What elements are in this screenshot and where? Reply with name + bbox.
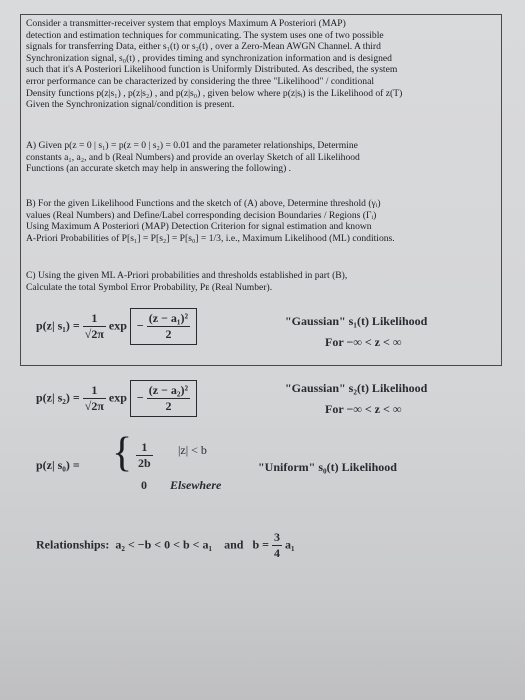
intro-line: signals for transferring Data, either s₁(t) or s₂(t) , over a Zero-Mean AWGN Channel. A third (26, 41, 381, 53)
intro-line: such that it's A Posteriori Likelihood function is Uniformly Distributed. As described, the system (26, 64, 398, 76)
eq3-case1-frac (136, 440, 153, 471)
relationships-b-eq: b = (252, 537, 269, 552)
eq3-lhs: p(z| s₀) = (36, 458, 80, 472)
eq1-exp: exp (108, 318, 127, 333)
eq2-coef-num: 1 (83, 383, 106, 399)
relationships-inequality: a₂ < −b < 0 < b < a₁ (115, 537, 213, 552)
intro-line: Synchronization signal, s₀(t) , provides timing and synchronization information and is designed (26, 52, 392, 64)
part-c-line: Calculate the total Symbol Error Probability, Pᴇ (Real Number). (26, 281, 273, 293)
eq3-case1-value (136, 440, 153, 471)
eq2-exponent-bracket: − $\frac{\text{(z − a₂)²}}{2}$ (130, 380, 197, 417)
intro-paragraph (26, 18, 496, 111)
eq2-exp-den: 2 (165, 399, 172, 413)
eq1-coef-num: 1 (83, 311, 106, 327)
eq2-lhs: p(z| s₂) = (36, 390, 80, 405)
intro-line: detection and estimation techniques for communicating. The system uses one of two possible (26, 29, 384, 41)
part-b-line: Using Maximum A Posteriori (MAP) Detection Criterion for signal estimation and known (26, 221, 372, 233)
relationships-and: and (224, 537, 244, 552)
relationships-fraction (272, 530, 282, 561)
part-a-paragraph (26, 140, 496, 175)
eq3-case2-value: 0 (141, 478, 147, 492)
relationships-tail: a₁ (284, 537, 295, 552)
intro-line: Density functions p(z|s₁) , p(z|s₂) , and p(z|s₀) , given below where p(z|sᵢ) is the Likelihood of z(T) (26, 87, 403, 99)
eq1-exp-den: 2 (165, 327, 172, 341)
eq1-lhs: p(z| s₁) = (36, 318, 80, 333)
eq3-case2-cond: Elsewhere (170, 478, 222, 492)
eq1-label: "Gaussian" s₁(t) Likelihood (285, 314, 428, 328)
eq2-label: "Gaussian" s₂(t) Likelihood (285, 381, 428, 395)
eq2-range: For −∞ < z < ∞ (325, 402, 402, 416)
part-b-paragraph (26, 198, 496, 244)
part-a-line: constants a₁, a₂, and b (Real Numbers) and provide an overlay Sketch of all Likelihood (26, 151, 360, 163)
relationships-label: Relationships: (36, 537, 110, 552)
eq3-case1-cond: |z| < b (178, 443, 207, 457)
eq1-range: For −∞ < z < ∞ (325, 335, 402, 349)
relationships-line (36, 530, 295, 561)
eq1-exponent (147, 311, 190, 342)
eq3-brace: { (112, 430, 133, 476)
part-c-paragraph (26, 270, 496, 293)
part-c-line: C) Using the given ML A-Priori probabilities and thresholds established in part (B), (26, 270, 348, 281)
part-b-line: B) For the given Likelihood Functions and the sketch of (A) above, Determine threshold (γᵢ) (26, 198, 381, 209)
equation-gaussian-s2 (36, 380, 197, 417)
eq2-exp-num: (z − a₂)² (148, 383, 189, 397)
intro-line: Given the Synchronization signal/condition is present. (26, 99, 235, 111)
eq1-coef-den: √2π (84, 327, 104, 341)
relationships-frac-num: 3 (273, 530, 280, 544)
eq3-case1-num: 1 (136, 440, 153, 456)
equation-gaussian-s1 (36, 308, 197, 345)
eq1-coefficient (83, 311, 106, 342)
intro-line: error performance can be characterized by considering the three "Likelihood" / conditional (26, 75, 374, 87)
eq1-exp-num: (z − a₁)² (148, 311, 189, 325)
eq3-label: "Uniform" s₀(t) Likelihood (258, 460, 397, 474)
eq2-coef-den: √2π (84, 399, 104, 413)
part-a-line: Functions (an accurate sketch may help in answering the following) . (26, 163, 292, 175)
part-b-line: A-Priori Probabilities of P[s₁] = P[s₂] = P[s₀] = 1/3, i.e., Maximum Likelihood (ML) conditions. (26, 232, 395, 244)
eq2-exp: exp (108, 390, 127, 405)
intro-line: Consider a transmitter-receiver system that employs Maximum A Posteriori (MAP) (26, 18, 346, 29)
eq2-exponent (147, 383, 190, 414)
part-a-line: A) Given p(z = 0 | s₁) = p(z = 0 | s₂) = 0.01 and the parameter relationships, Determine (26, 140, 358, 151)
eq2-coefficient (83, 383, 106, 414)
eq3-case1-den: 2b (138, 456, 151, 470)
eq1-exponent-bracket: − $\frac{\text{(z − a₁)²}}{2}$ (130, 308, 197, 345)
part-b-line: values (Real Numbers) and Define/Label corresponding decision Boundaries / Regions (Γᵢ) (26, 209, 377, 221)
relationships-frac-den: 4 (273, 546, 280, 560)
